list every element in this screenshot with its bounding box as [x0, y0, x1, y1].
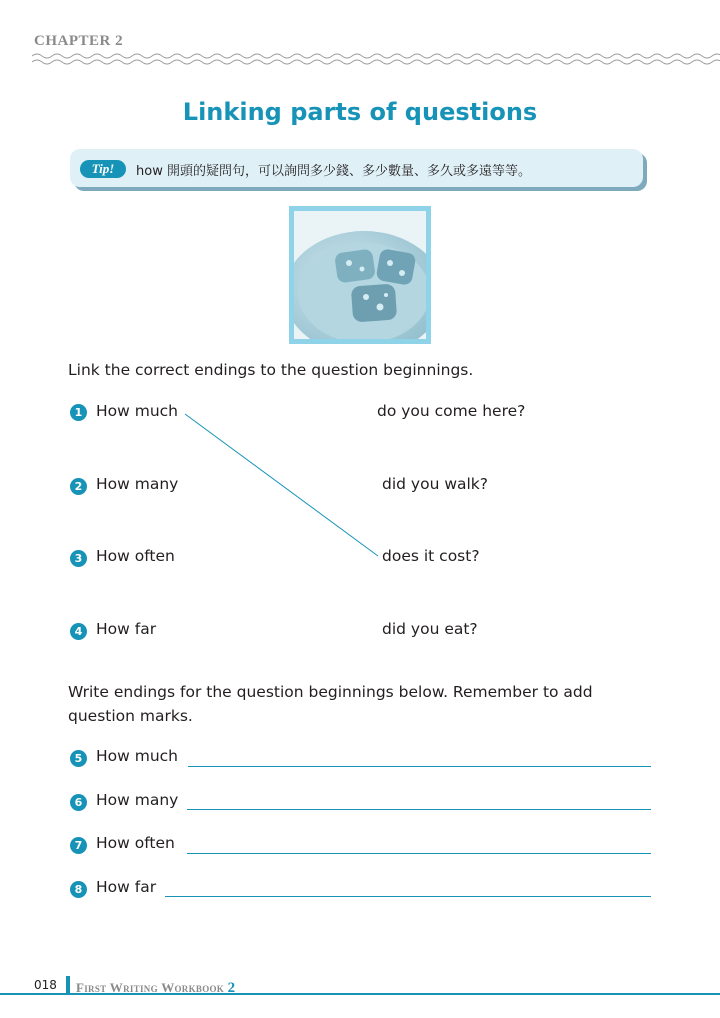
book-title-text: First Writing Workbook — [76, 980, 225, 995]
item-number-4: 4 — [70, 623, 87, 640]
answer-line-7[interactable] — [187, 853, 651, 854]
write-beginning-8: How far — [96, 878, 157, 896]
question-beginning-3: How often — [96, 547, 175, 565]
question-beginning-2: How many — [96, 475, 179, 493]
answer-line-8[interactable] — [165, 896, 651, 897]
item-number-8: 8 — [70, 881, 87, 898]
question-ending-4[interactable]: did you eat? — [382, 620, 478, 638]
answer-line-5[interactable] — [188, 766, 651, 767]
write-beginning-6: How many — [96, 791, 179, 809]
tip-text: how 開頭的疑問句，可以詢問多少錢、多少數量、多久或多遠等等。 — [136, 164, 531, 179]
example-link-line — [185, 414, 378, 556]
question-beginning-1: How much — [96, 402, 179, 420]
question-ending-1[interactable]: do you come here? — [377, 402, 526, 420]
item-number-5: 5 — [70, 750, 87, 767]
question-beginning-4: How far — [96, 620, 157, 638]
write-beginning-7: How often — [96, 834, 175, 852]
item-number-1: 1 — [70, 404, 87, 421]
book-title — [76, 980, 235, 997]
answer-line-6[interactable] — [187, 809, 651, 810]
book-number: 2 — [227, 980, 236, 996]
question-ending-2[interactable]: did you walk? — [382, 475, 489, 493]
write-beginning-5: How much — [96, 747, 179, 765]
item-number-7: 7 — [70, 837, 87, 854]
tip-badge: Tip! — [80, 160, 126, 178]
item-number-6: 6 — [70, 794, 87, 811]
question-ending-3[interactable]: does it cost? — [382, 547, 480, 565]
page-title: Linking parts of questions — [182, 98, 538, 126]
item-number-2: 2 — [70, 478, 87, 495]
exercise1-instruction: Link the correct endings to the question beginnings. — [68, 361, 474, 379]
item-number-3: 3 — [70, 550, 87, 567]
footer-tick — [66, 976, 70, 995]
chapter-label: CHAPTER 2 — [34, 33, 124, 49]
page-number: 018 — [34, 978, 57, 992]
exercise2-instruction: Write endings for the question beginnings below. Remember to add question marks. — [68, 683, 593, 725]
